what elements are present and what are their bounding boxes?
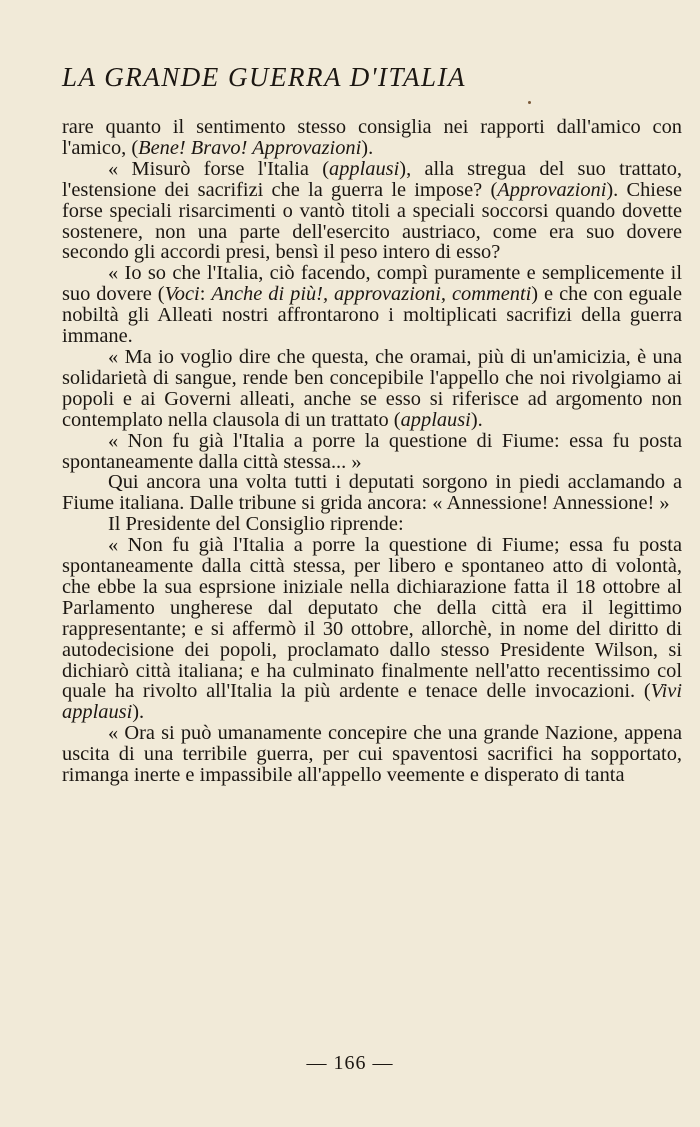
italic-run: Anche di più!, approvazioni, commenti xyxy=(211,283,532,306)
text-run: ). xyxy=(361,136,374,159)
paragraph xyxy=(62,514,682,535)
italic-run: Vivi applausi xyxy=(62,680,682,724)
print-speck xyxy=(528,101,531,104)
body-text xyxy=(62,117,682,786)
text-run: « Misurò forse l'Italia ( xyxy=(108,157,330,180)
paragraph xyxy=(62,263,682,347)
text-run: « Non fu già l'Italia a porre la questione di Fiume: essa fu posta spontaneamente dalla città stessa... » xyxy=(62,429,682,473)
text-run: ). xyxy=(132,701,145,724)
italic-run: Bene! Bravo! Approvazioni xyxy=(138,136,362,159)
text-run: ). Chiese forse speciali risarcimenti o vantò titoli a speciali soccorsi quando dovette sostenere, non una parte dell'esercito austriaco, come era suo dovere secondo gli accordi presi, bensì il peso intero di esso? xyxy=(62,178,682,264)
text-run: Il Presidente del Consiglio riprende: xyxy=(108,513,404,536)
text-run: « Non fu già l'Italia a porre la questione di Fiume; essa fu posta spontaneamente dalla città stessa, per libero e spontaneo atto di volontà, che ebbe la sua esprsione iniziale nella dichiarazione fatta il 18 ottobre al Parlamento ungherese dal deputato che della città era il legittimo rappresentante; e si affermò il 30 ottobre, allorchè, in nome del diritto di autodecisione dei popoli, proclamato dallo stesso Presidente Wilson, si dichiarò città italiana; e ha culminato finalmente nell'atto recentissimo col quale ha rivolto all'Italia la più ardente e tenace delle invocazioni. ( xyxy=(62,534,682,703)
text-run: rare quanto il sentimento stesso consiglia nei rapporti dall'amico con l'amico, ( xyxy=(62,116,682,159)
paragraph xyxy=(62,723,682,786)
paragraph xyxy=(62,472,682,514)
page-number: — 166 — xyxy=(306,1052,394,1074)
italic-run: Approvazioni xyxy=(497,178,607,201)
text-run: « Io so che l'Italia, ciò facendo, compì puramente e semplicemente il suo dovere ( xyxy=(62,262,682,306)
text-run: « Ma io voglio dire che questa, che oramai, più di un'amicizia, è una solidarietà di sangue, rende ben concepibile l'appello che noi rivolgiamo ai popoli e ai Governi alleati, anche se esso si riferisce ad argomento non contemplato nella clausola di un trattato ( xyxy=(62,345,682,431)
paragraph xyxy=(62,159,682,264)
italic-run: applausi xyxy=(329,157,400,180)
text-run: « Ora si può umanamente concepire che una grande Nazione, appena uscita di una terribile guerra, per cui spaventosi sacrifici ha sopportato, rimanga inerte e impassibile all'appello veemente e disperato di tanta xyxy=(62,722,682,787)
italic-run: Voci xyxy=(164,283,200,306)
text-run: ), alla stregua del suo trattato, l'estensione dei sacrifizi che la guerra le impose? ( xyxy=(62,157,682,201)
italic-run: applausi xyxy=(400,408,471,431)
text-run: : xyxy=(199,283,212,306)
text-run: ) e che con eguale nobiltà gli Alleati nostri affrontarono i moltiplicati sacrifizi della guerra immane. xyxy=(62,283,683,348)
text-run: ). xyxy=(470,408,483,431)
text-run: Qui ancora una volta tutti i deputati sorgono in piedi acclamando a Fiume italiana. Dalle tribune si grida ancora: « Annessione! Annessione! » xyxy=(62,471,682,515)
paragraph xyxy=(62,535,682,723)
paragraph xyxy=(62,431,682,473)
running-title: LA GRANDE GUERRA D'ITALIA xyxy=(62,62,467,92)
paragraph xyxy=(62,117,682,159)
paragraph xyxy=(62,347,682,431)
